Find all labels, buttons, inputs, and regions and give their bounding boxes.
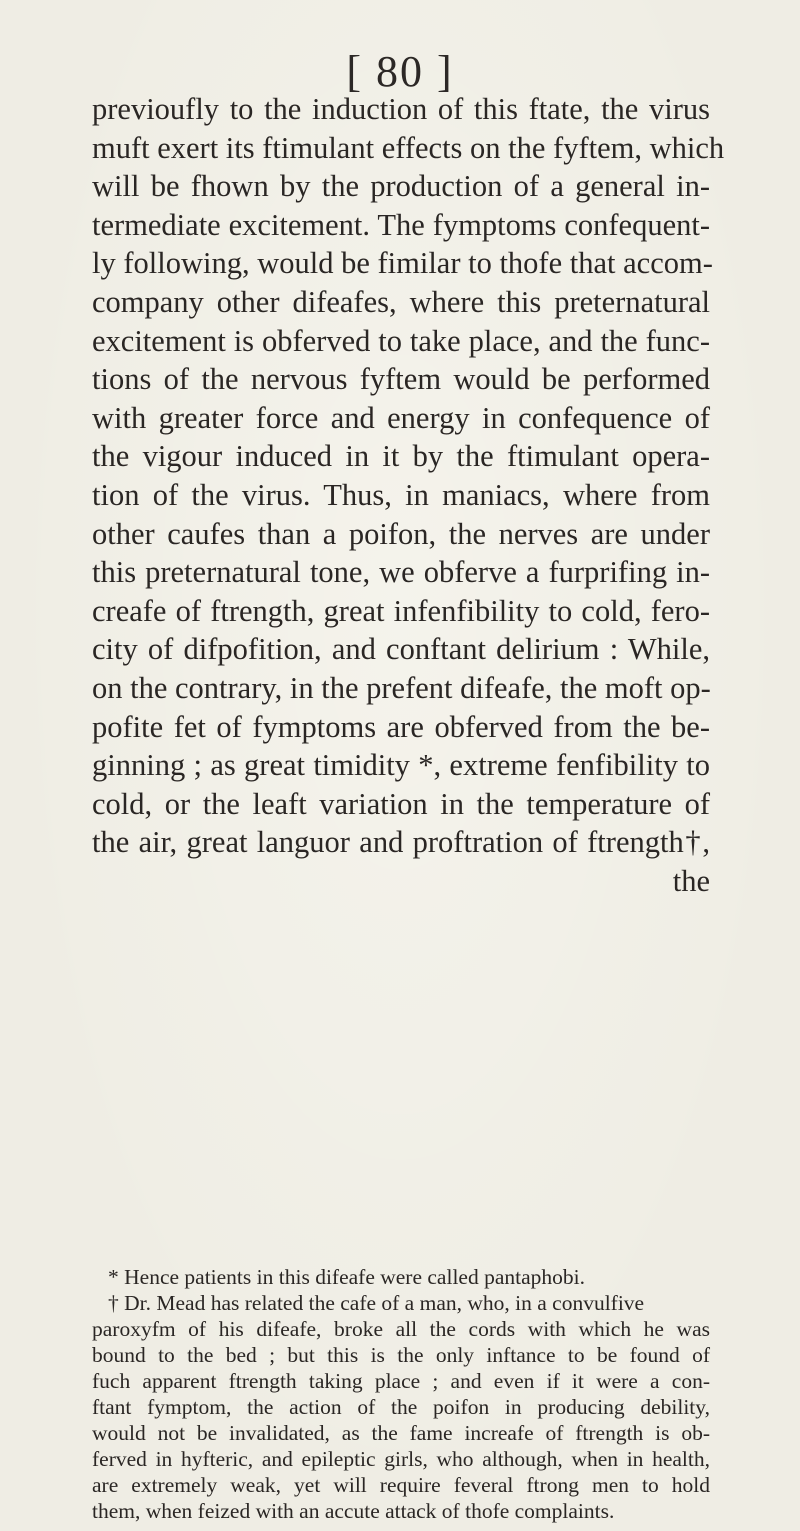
text-line: previoufly to the induction of this ftate, the virus — [92, 92, 710, 126]
text-line: tion of the virus. Thus, in maniacs, where from — [92, 477, 710, 512]
text-line: the vigour induced in it by the ftimulant opera- — [92, 439, 710, 474]
text-line: termediate excitement. The fymptoms confequent- — [92, 207, 710, 242]
footnotes — [92, 1264, 710, 1524]
text-line: ly following, would be fimilar to thofe that accom- — [92, 246, 713, 281]
text-line: with greater force and energy in confequence of — [92, 400, 710, 435]
text-line: tions of the nervous fyftem would be performed — [92, 362, 710, 397]
text-line: this preternatural tone, we obferve a furprifing in- — [92, 555, 710, 590]
text-line: will be fhown by the production of a general in- — [92, 169, 710, 204]
text-line: city of difpofition, and conftant delirium : While, — [92, 632, 710, 667]
footnote-line: † Dr. Mead has related the cafe of a man, who, in a convulfive — [108, 1291, 645, 1315]
text-line: muft exert its ftimulant effects on the fyftem, which — [92, 130, 725, 165]
text-line: creafe of ftrength, great infenfibility to cold, fero- — [92, 593, 710, 628]
footnote-line: paroxyfm of his difeafe, broke all the cords with which he was — [92, 1317, 710, 1341]
footnote-line: are extremely weak, yet will require feveral ftrong men to hold — [92, 1473, 710, 1497]
body-text — [92, 90, 725, 900]
footnote-line: them, when feized with an accute attack of thofe complaints. — [92, 1499, 615, 1523]
text-line: company other difeafes, where this preternatural — [92, 284, 710, 319]
page-number: [ 80 ] — [346, 47, 454, 96]
text-line: pofite fet of fymptoms are obferved from the be- — [92, 709, 710, 744]
text-line: on the contrary, in the prefent difeafe, the moft op- — [92, 670, 711, 705]
catchword: the — [672, 863, 710, 898]
footnote-line: fuch apparent ftrength taking place ; and even if it were a con- — [92, 1369, 710, 1393]
text-line: excitement is obferved to take place, and the func- — [92, 323, 710, 358]
footnote-line: would not be invalidated, as the fame increafe of ftrength is ob- — [92, 1421, 710, 1445]
footnote-line: ftant fymptom, the action of the poifon in producing debility, — [92, 1395, 710, 1419]
text-line: the air, great languor and proftration of ftrength†, — [92, 825, 710, 860]
footnote-line: bound to the bed ; but this is the only inftance to be found of — [92, 1343, 710, 1367]
footnote-line: ferved in hyfteric, and epileptic girls, who although, when in health, — [92, 1447, 710, 1471]
text-line: other caufes than a poifon, the nerves are under — [92, 516, 710, 551]
footnote-line: * Hence patients in this difeafe were called pantaphobi. — [108, 1265, 585, 1289]
text-line: ginning ; as great timidity *, extreme fenfibility to — [92, 748, 710, 783]
text-line: cold, or the leaft variation in the temperature of — [92, 786, 710, 821]
